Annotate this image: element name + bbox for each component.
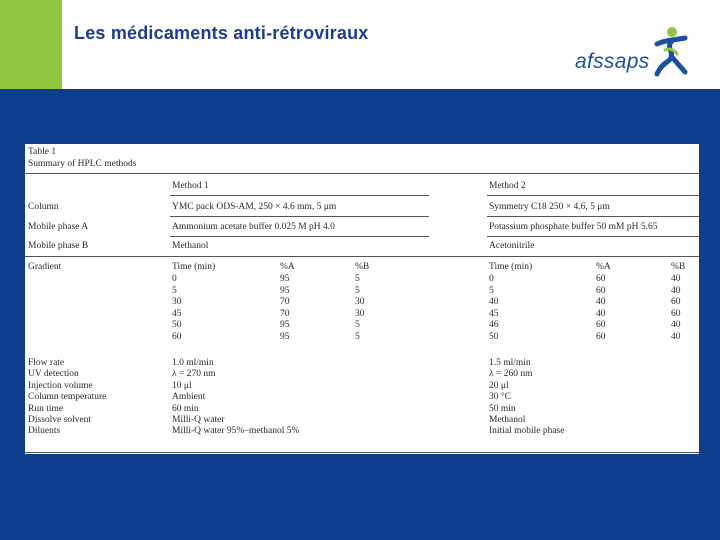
logo-text: afssaps xyxy=(575,50,650,73)
gradient-m1-b: 5 xyxy=(355,332,360,342)
row-label-gradient: Gradient xyxy=(28,262,62,272)
table-caption-title: Summary of HPLC methods xyxy=(28,159,137,169)
gradient-m2-b: 40 xyxy=(671,332,681,342)
param-method1: Ambient xyxy=(172,392,206,403)
gradient-m2-b: 60 xyxy=(671,308,681,319)
gradient-m1-time: 30 xyxy=(172,297,182,308)
param-method2: 20 μl xyxy=(489,380,509,391)
gradient-m1-b: 5 xyxy=(355,285,360,296)
gradient-m2-time: 46 xyxy=(489,320,499,331)
param-method2: 30 °C xyxy=(489,392,512,403)
slide-header xyxy=(0,0,720,89)
gradient-m2-a: 40 xyxy=(596,308,606,319)
gradient-m1-time: 5 xyxy=(172,285,177,296)
method2-column: Symmetry C18 250 × 4.6, 5 μm xyxy=(489,202,610,212)
gradient-header-b-m1: %B xyxy=(355,262,370,272)
param-method2: Methanol xyxy=(489,415,526,425)
gradient-m2-a: 60 xyxy=(596,332,606,342)
param-method1: Milli-Q water 95%–methanol 5% xyxy=(172,426,300,437)
gradient-m1-time: 60 xyxy=(172,332,182,342)
gradient-m1-a: 95 xyxy=(280,332,290,342)
gradient-m2-b: 60 xyxy=(671,297,681,308)
afssaps-logo xyxy=(573,26,693,82)
gradient-m2-b: 40 xyxy=(671,285,681,296)
accent-bar xyxy=(0,0,62,89)
param-label: Injection volume xyxy=(28,380,93,391)
method2-header: Method 2 xyxy=(489,181,526,191)
gradient-m1-time: 45 xyxy=(172,308,182,319)
gradient-m1-a: 95 xyxy=(280,285,290,296)
gradient-m2-a: 60 xyxy=(596,320,606,331)
method1-column: YMC pack ODS-AM, 250 × 4.6 mm, 5 μm xyxy=(172,202,337,212)
method1-header-rule xyxy=(170,195,429,196)
table-caption-number: Table 1 xyxy=(28,147,57,157)
gradient-m2-a: 40 xyxy=(596,297,606,308)
param-method1: 60 min xyxy=(172,403,199,414)
param-method1: 1.0 ml/min xyxy=(172,358,214,368)
gradient-m1-time: 0 xyxy=(172,274,177,284)
gradient-m2-b: 40 xyxy=(671,274,681,284)
param-method2: 50 min xyxy=(489,403,516,414)
gradient-m2-time: 45 xyxy=(489,308,499,319)
param-method1: Milli-Q water xyxy=(172,415,225,425)
gradient-m2-time: 5 xyxy=(489,285,494,296)
gradient-m1-a: 70 xyxy=(280,297,290,308)
param-label: Diluents xyxy=(28,426,61,437)
method1-row-rule-2 xyxy=(170,236,429,237)
gradient-m1-a: 95 xyxy=(280,274,290,284)
gradient-m1-b: 30 xyxy=(355,297,365,308)
row-label-mobile-b: Mobile phase B xyxy=(28,241,89,251)
gradient-m1-b: 5 xyxy=(355,320,360,331)
gradient-header-a-m1: %A xyxy=(280,262,295,272)
method1-row-rule-1 xyxy=(170,216,429,217)
gradient-m2-time: 0 xyxy=(489,274,494,284)
gradient-m1-time: 50 xyxy=(172,320,182,331)
param-method1: 10 μl xyxy=(172,380,192,391)
method2-row-rule-2 xyxy=(487,236,699,237)
gradient-m1-a: 95 xyxy=(280,320,290,331)
param-method2: Initial mobile phase xyxy=(489,426,565,437)
gradient-m2-a: 60 xyxy=(596,285,606,296)
gradient-header-a-m2: %A xyxy=(596,262,611,272)
row-label-mobile-a: Mobile phase A xyxy=(28,222,89,232)
method2-mobile-b: Acetonitrile xyxy=(489,241,535,251)
method1-mobile-a: Ammonium acetate buffer 0.025 M pH 4.0 xyxy=(172,222,335,232)
gradient-header-b-m2: %B xyxy=(671,262,686,272)
table-rule-mid xyxy=(25,256,699,257)
param-method2: 1.5 ml/min xyxy=(489,358,531,368)
hplc-table xyxy=(25,144,699,454)
param-label: Column temperature xyxy=(28,392,107,403)
method1-header: Method 1 xyxy=(172,181,209,191)
param-method2: λ = 260 nm xyxy=(489,369,533,380)
method2-row-rule-1 xyxy=(487,216,699,217)
param-label: Run time xyxy=(28,403,64,414)
param-label: Flow rate xyxy=(28,358,65,368)
method2-mobile-a: Potassium phosphate buffer 50 mM pH 5.65 xyxy=(489,222,658,232)
gradient-m1-b: 30 xyxy=(355,308,365,319)
method2-header-rule xyxy=(487,195,699,196)
param-label: Dissolve solvent xyxy=(28,415,92,425)
gradient-m2-time: 50 xyxy=(489,332,499,342)
method1-mobile-b: Methanol xyxy=(172,241,209,251)
gradient-m1-a: 70 xyxy=(280,308,290,319)
param-label: UV detection xyxy=(28,369,79,380)
logo-figure-icon xyxy=(651,26,691,78)
gradient-m2-a: 60 xyxy=(596,274,606,284)
gradient-header-time-m1: Time (min) xyxy=(172,262,216,272)
gradient-header-time-m2: Time (min) xyxy=(489,262,533,272)
table-rule-bottom xyxy=(25,452,699,453)
gradient-m2-b: 40 xyxy=(671,320,681,331)
gradient-m2-time: 40 xyxy=(489,297,499,308)
gradient-m1-b: 5 xyxy=(355,274,360,284)
row-label-column: Column xyxy=(28,202,59,212)
table-rule-top xyxy=(25,173,699,174)
param-method1: λ = 270 nm xyxy=(172,369,216,380)
slide-title: Les médicaments anti-rétroviraux xyxy=(74,23,369,43)
